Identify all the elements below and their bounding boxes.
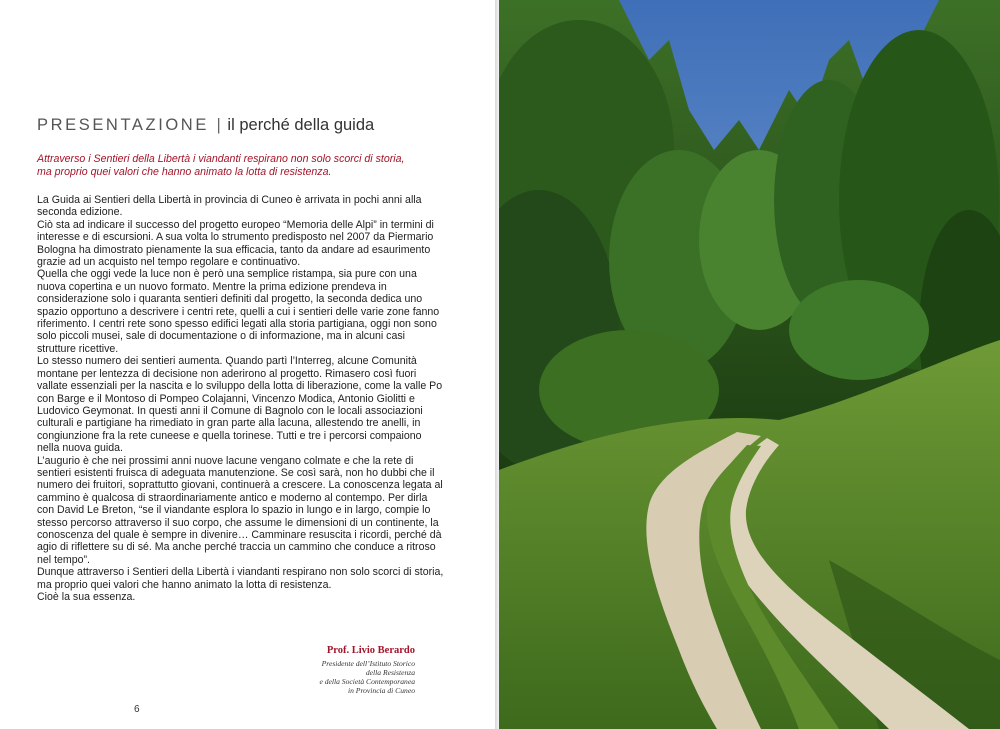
body-line: congiunzione fra la rete cuneese e quella torinese. Tutti e tre i percorsi compaiono bbox=[37, 429, 422, 442]
author-role-line: e della Società Contemporanea bbox=[319, 677, 415, 686]
lead-line: ma proprio quei valori che hanno animato la lotta di resistenza. bbox=[37, 165, 332, 178]
body-line: con David Le Breton, “se il viandante esplora lo spazio in lungo e in largo, compie lo bbox=[37, 504, 431, 517]
body-text bbox=[37, 194, 467, 603]
landscape-photo bbox=[499, 0, 1000, 729]
body-line: Dunque attraverso i Sentieri della Libertà i viandanti respirano non solo scorci di storia, bbox=[37, 566, 444, 579]
body-line: Cioè la sua essenza. bbox=[37, 591, 136, 603]
lead-paragraph bbox=[37, 153, 467, 178]
title-separator: | bbox=[216, 116, 221, 134]
body-line: grazie ad un acquisto nel tempo regolare e continuativo. bbox=[37, 256, 301, 269]
body-line: ma proprio quei valori che hanno animato la lotta di resistenza. bbox=[37, 578, 332, 591]
tree-crown bbox=[789, 280, 929, 380]
body-line: nel tempo”. bbox=[37, 553, 90, 566]
body-line: solo piccoli musei, sale di documentazione o di informazione, ma in alcuni casi bbox=[37, 330, 406, 343]
body-line: riferimento. I centri rete sono spesso edifici legati alla storia partigiana, oggi non sono bbox=[37, 318, 437, 331]
body-line: vallate essenziali per la nascita e lo sviluppo della lotta di liberazione, come la valle Po bbox=[37, 380, 443, 393]
author-role-line: in Provincia di Cuneo bbox=[348, 686, 415, 695]
body-line: strutture ricettive. bbox=[37, 342, 119, 355]
body-line: cammino è qualcosa di straordinariamente antico e moderno al contempo. Per dirla bbox=[37, 491, 428, 504]
body-line: L’augurio è che nei prossimi anni nuove lacune vengano colmate e che la rete di bbox=[37, 454, 414, 467]
title-caps: PRESENTAZIONE bbox=[37, 116, 209, 134]
body-line: stesso percorso attraverso il suo corpo, che assume le dimensioni di un continente, la bbox=[37, 516, 439, 529]
left-page bbox=[0, 0, 497, 729]
body-line: seconda edizione. bbox=[37, 206, 123, 219]
body-line: La Guida ai Sentieri della Libertà in provincia di Cuneo è arrivata in pochi anni alla bbox=[37, 194, 422, 206]
body-line: nella nuova guida. bbox=[37, 442, 123, 455]
body-line: sentieri esistenti fruisca di adeguata manutenzione. Se così sarà, non ho dubbi che il bbox=[37, 466, 435, 479]
body-line: conoscenza del quale è sempre in divenire… Camminare resuscita i ricordi, perché dà bbox=[37, 528, 442, 541]
lead-line: Attraverso i Sentieri della Libertà i viandanti respirano non solo scorci di storia, bbox=[37, 153, 405, 165]
body-line: montane per lentezza di decisione non aderirono al progetto. Rimasero così fuori bbox=[37, 367, 417, 380]
author-name: Prof. Livio Berardo bbox=[326, 645, 415, 656]
body-line: con Barge e il Montoso di Pompeo Colajanni, Vincenzo Modica, Antonio Giolitti e bbox=[37, 392, 415, 405]
body-line: agio di riflettere su di sé. Ma anche perché traccia un cammino che conduce a ritroso bbox=[37, 541, 436, 554]
body-line: Ludovico Geymonat. In questi anni il Comune di Bagnolo con le locali associazioni bbox=[37, 404, 423, 417]
body-line: numero dei fruitori, soprattutto giovani, continuerà a crescere. La conoscenza legata al bbox=[37, 479, 443, 492]
photo-illustration bbox=[499, 0, 1000, 729]
body-line: spazio opportuno a descrivere i centri rete, quelli a cui i sentieri delle varie zone fanno bbox=[37, 305, 440, 318]
body-line: Bologna ha dimostrato pienamente la sua efficacia, tanto da andare ad esaurimento bbox=[37, 243, 431, 256]
page-title bbox=[37, 116, 477, 135]
body-line: interesse e di escursioni. A sua volta lo strumento predisposto nel 2007 da Piermario bbox=[37, 231, 434, 244]
body-line: considerazione solo i quaranta sentieri definiti dal progetto, la seconda dedica uno bbox=[37, 293, 423, 306]
signature-block bbox=[230, 645, 415, 695]
page-number: 6 bbox=[134, 704, 140, 715]
author-role-line: della Resistenza bbox=[365, 668, 415, 677]
body-line: Lo stesso numero dei sentieri aumenta. Quando partì l’Interreg, alcune Comunità bbox=[37, 355, 417, 368]
author-role-line: Presidente dell’Istituto Storico bbox=[321, 659, 415, 668]
body-line: Ciò sta ad indicare il successo del progetto europeo “Memoria delle Alpi” in termini di bbox=[37, 218, 434, 231]
body-line: nuova copertina e un nuovo formato. Mentre la prima edizione prendeva in bbox=[37, 280, 387, 293]
body-line: Quella che oggi vede la luce non è però una semplice ristampa, sia pure con una bbox=[37, 268, 417, 281]
body-line: culturali e partigiane ha rimediato in gran parte alla lacuna, allestendo tre anelli, in bbox=[37, 417, 421, 430]
title-subtitle: il perché della guida bbox=[227, 116, 375, 134]
